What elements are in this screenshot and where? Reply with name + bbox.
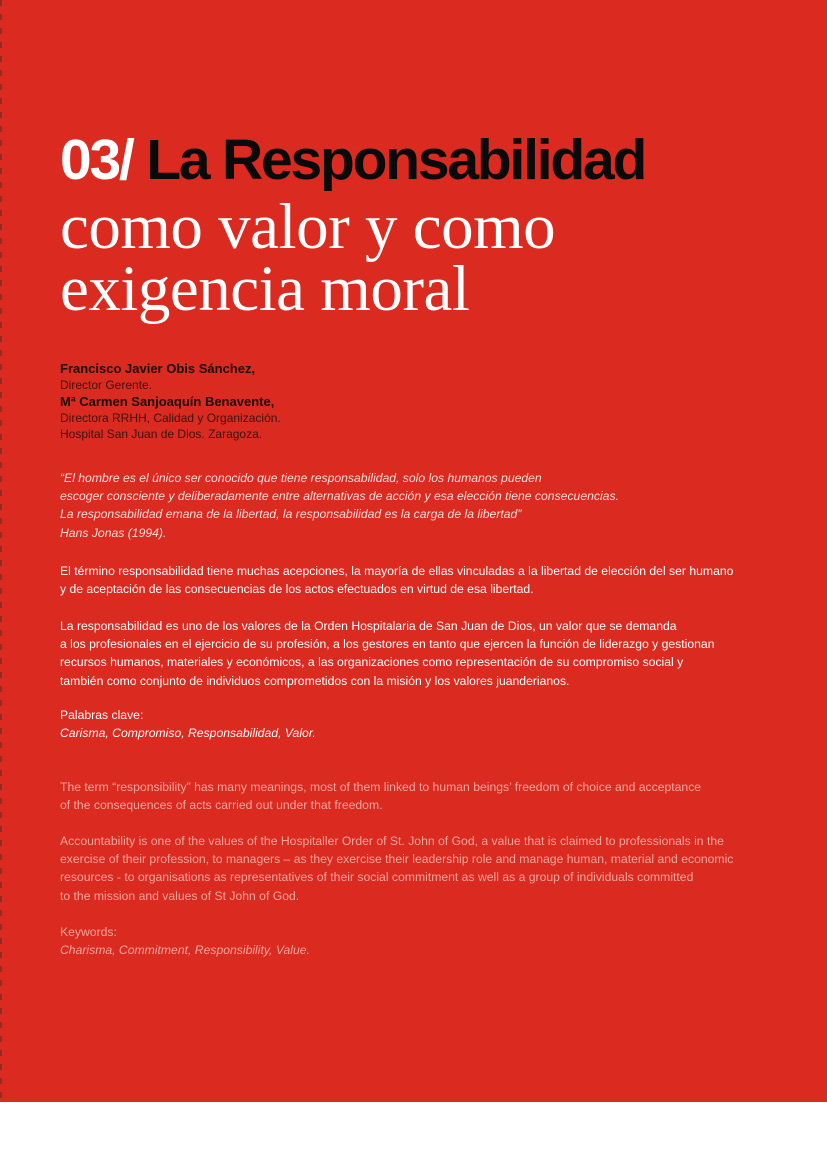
text-line: resources - to organisations as representatives of their social commitment as well as a group of individuals committed [60, 870, 694, 885]
text-line: of the consequences of acts carried out under that freedom. [60, 798, 383, 813]
quote-line: La responsabilidad emana de la libertad, la responsabilidad es la carga de la libertad” [60, 507, 522, 522]
author-affiliation: Hospital San Juan de Dios. Zaragoza. [60, 427, 263, 441]
author-role: Directora RRHH, Calidad y Organización. [60, 411, 281, 425]
quote-line: “El hombre es el único ser conocido que tiene responsabilidad, solo los humanos pueden [60, 471, 542, 485]
text-line: a los profesionales en el ejercicio de su profesión, a los gestores en tanto que ejercen la función de liderazgo y gestionan [60, 637, 715, 652]
author-role: Director Gerente. [60, 378, 153, 392]
abstract-en-paragraph-2 [60, 832, 780, 905]
subtitle-line-1: como valor y como [60, 191, 556, 263]
keywords-label: Palabras clave: [60, 708, 144, 722]
keywords-label: Keywords: [60, 925, 117, 939]
keywords-es [60, 706, 780, 742]
keywords-list: Charisma, Commitment, Responsibility, Value. [60, 943, 310, 958]
keywords-list: Carisma, Compromiso, Responsabilidad, Valor. [60, 726, 316, 741]
epigraph-quote [60, 469, 780, 542]
section-number: 03/ [60, 128, 133, 192]
text-line: exercise of their profession, to managers – as they exercise their leadership role and manage human, material and economic [60, 852, 734, 867]
subtitle-line-2: exigencia moral [60, 253, 470, 325]
text-line: El término responsabilidad tiene muchas acepciones, la mayoría de ellas vinculadas a la libertad de elección del ser humano [60, 564, 734, 578]
quote-line: escoger consciente y deliberadamente entre alternativas de acción y esa elección tiene consecuencias. [60, 489, 619, 504]
text-line: La responsabilidad es uno de los valores de la Orden Hospitalaria de San Juan de Dios, un valor que se demanda [60, 619, 677, 633]
article-title [60, 128, 645, 192]
title-main: La Responsabilidad [146, 128, 646, 192]
abstract-es-paragraph-2 [60, 617, 780, 690]
text-line: to the mission and values of St John of God. [60, 888, 300, 903]
text-line: también como conjunto de individuos comprometidos con la misión y los valores juanderianos. [60, 673, 570, 688]
keywords-en [60, 923, 780, 959]
text-line: recursos humanos, materiales y económicos, a las organizaciones como representación de su compromiso social y [60, 655, 684, 670]
text-line: Accountability is one of the values of the Hospitaller Order of St. John of God, a value that is claimed to professionals in the [60, 834, 724, 848]
abstract-es-paragraph-1 [60, 562, 780, 598]
author-block [60, 360, 460, 442]
author-name: Francisco Javier Obis Sánchez, [60, 361, 256, 376]
author-name: Mª Carmen Sanjoaquín Benavente, [60, 394, 275, 409]
page-edge-crop-mark [0, 0, 2, 1102]
abstract-en-paragraph-1 [60, 778, 780, 814]
text-line: y de aceptación de las consecuencias de los actos efectuados en virtud de esa libertad. [60, 582, 534, 597]
text-line: The term “responsibility” has many meanings, most of them linked to human beings’ freedom of choice and acceptance [60, 780, 702, 794]
quote-attribution: Hans Jonas (1994). [60, 525, 167, 540]
